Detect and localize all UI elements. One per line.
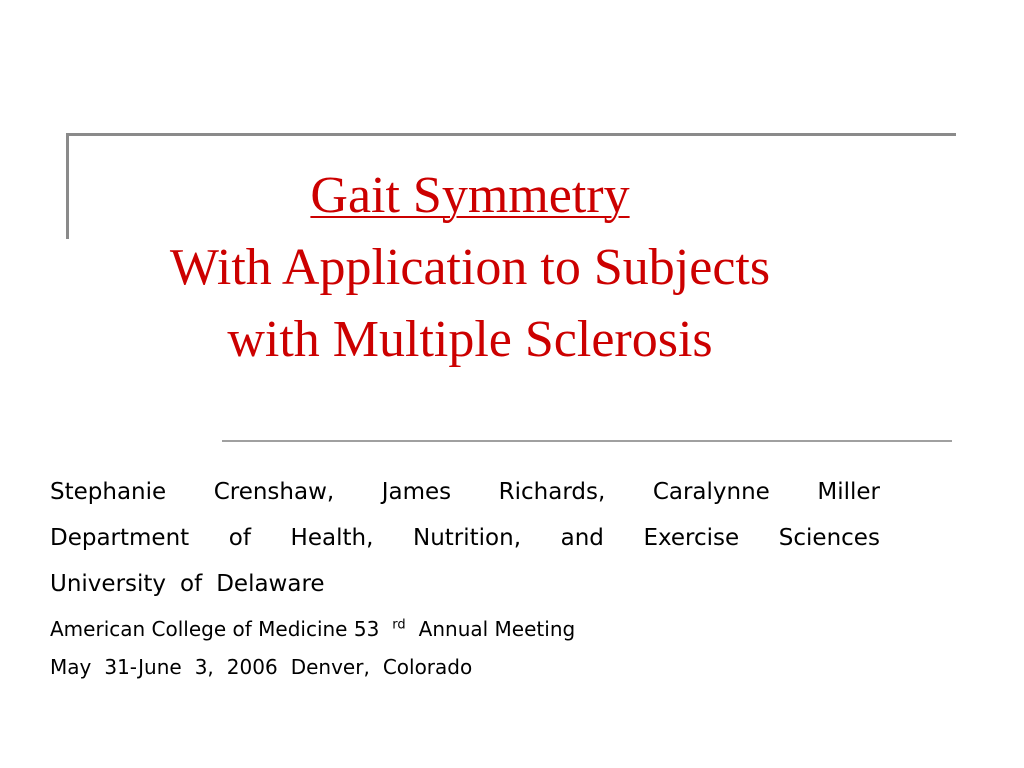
word: May — [50, 655, 92, 679]
word: Department — [50, 525, 190, 551]
title-line-2: With Application to Subjects — [169, 239, 771, 296]
conference-line — [50, 610, 880, 648]
word: of — [180, 571, 203, 597]
word: Stephanie — [50, 479, 167, 505]
date-location-line — [50, 648, 880, 686]
word: 3, — [194, 655, 214, 679]
word: Colorado — [382, 655, 473, 679]
word: 2006 — [226, 655, 278, 679]
university-line — [50, 564, 880, 610]
top-rule — [66, 133, 956, 136]
word: Nutrition, — [412, 525, 521, 551]
word: Crenshaw, — [213, 479, 335, 505]
slide-title — [70, 160, 870, 376]
conference-suffix: Annual Meeting — [418, 617, 576, 641]
word: Health, — [290, 525, 374, 551]
word: Miller — [817, 479, 880, 505]
slide-body — [50, 472, 880, 686]
word: Caralynne — [652, 479, 770, 505]
word: Richards, — [498, 479, 606, 505]
authors-line — [50, 472, 880, 518]
word: of — [228, 525, 251, 551]
word: Exercise — [643, 525, 740, 551]
word: Denver, — [290, 655, 370, 679]
word: University — [50, 571, 167, 597]
word: and — [560, 525, 604, 551]
word: Sciences — [778, 525, 880, 551]
conference-prefix: American College of Medicine 53 $^{rd}$ — [50, 617, 406, 641]
ordinal-suffix: rd — [392, 617, 406, 633]
word: James — [381, 479, 452, 505]
word: 31-June — [104, 655, 182, 679]
title-line-3: with Multiple Sclerosis — [227, 311, 713, 368]
word: Delaware — [216, 571, 325, 597]
title-line-1: Gait Symmetry — [310, 167, 630, 224]
department-line — [50, 518, 880, 564]
bottom-rule — [222, 440, 952, 442]
left-rule — [66, 133, 69, 239]
